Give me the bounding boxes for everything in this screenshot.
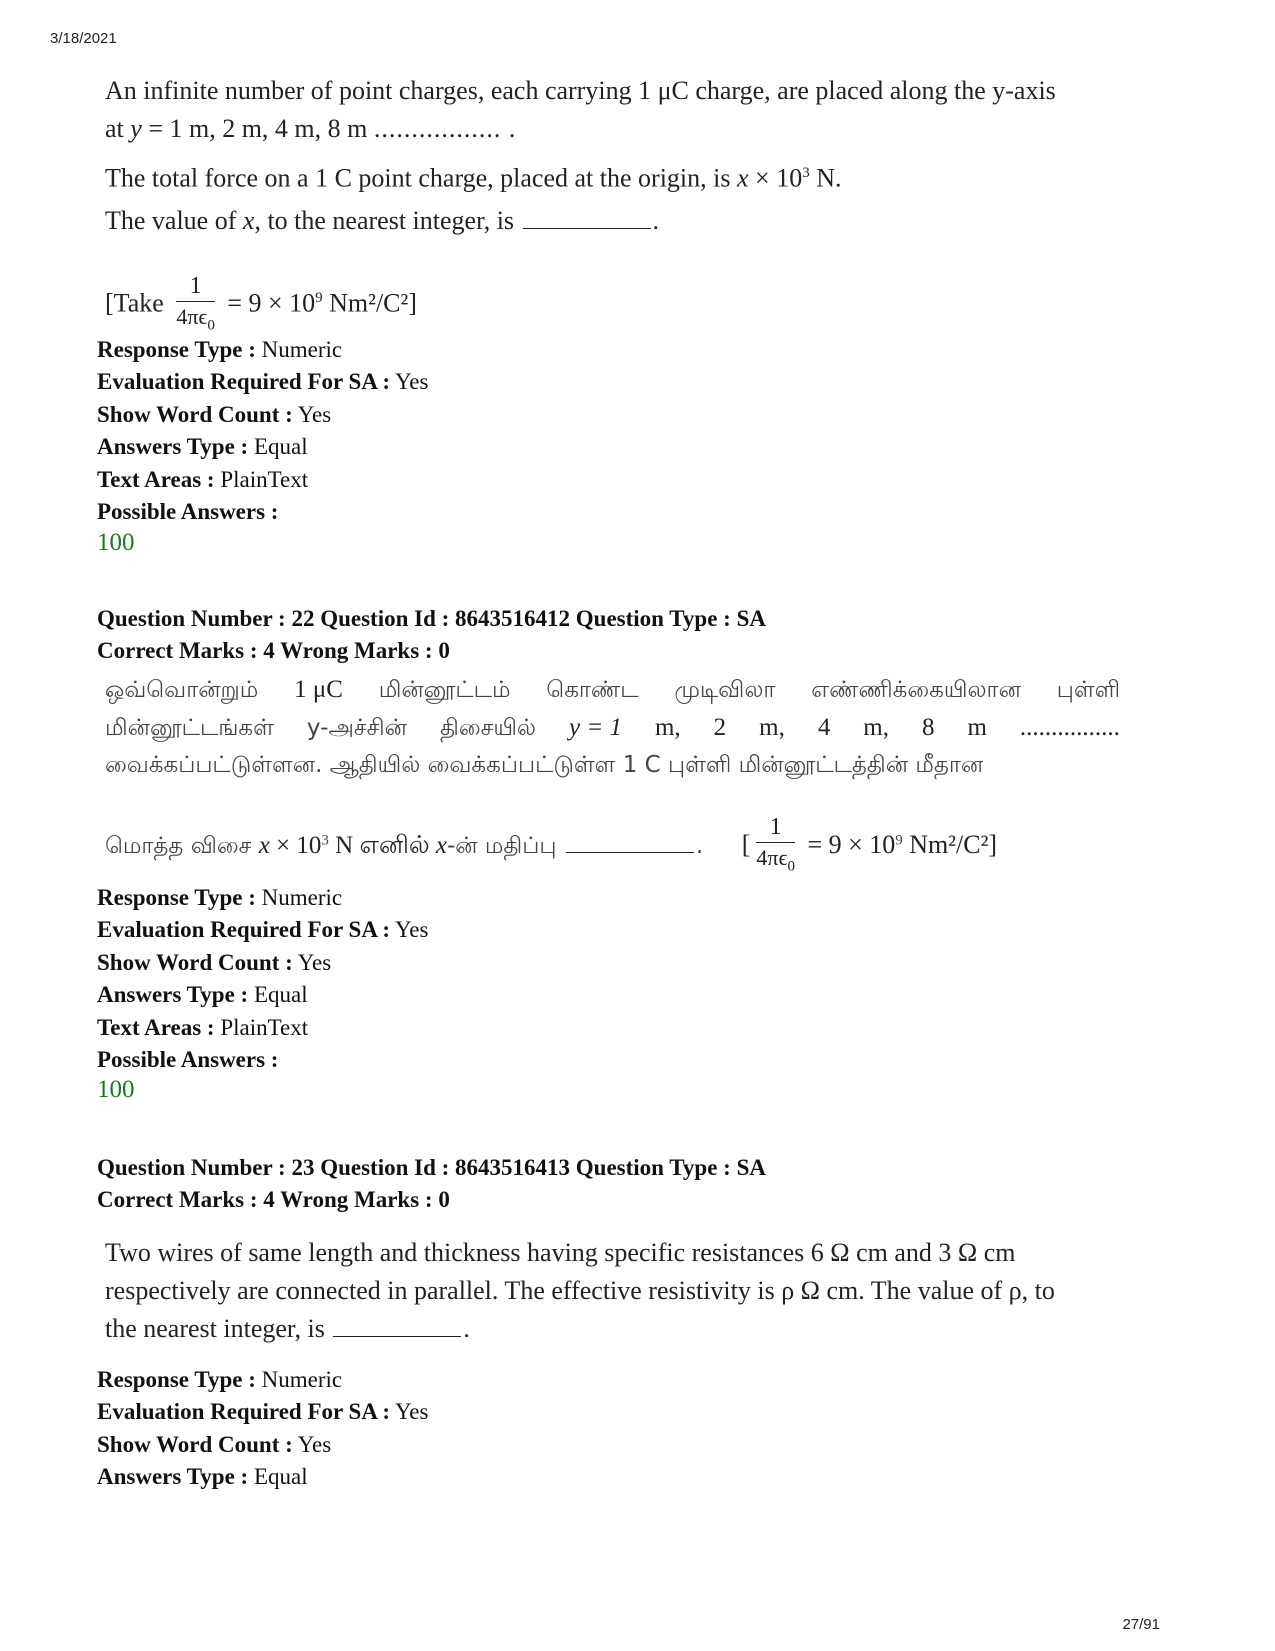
answer-blank bbox=[566, 832, 694, 853]
q22-question-text bbox=[105, 676, 1175, 881]
q21-line-4-text: The value of bbox=[105, 205, 243, 235]
coulomb-constant-fraction: $\frac{1}{4\pi\epsilon_0}$ bbox=[756, 814, 795, 875]
evaluation-required-row: Evaluation Required For SA : Yes bbox=[97, 917, 429, 943]
response-type-row: Response Type : Numeric bbox=[97, 885, 343, 910]
response-type-row: Response Type : Numeric bbox=[97, 337, 343, 362]
q21-var-y: y bbox=[130, 114, 142, 143]
q21-constant-note bbox=[105, 271, 1175, 340]
q21-line-3-exponent: 3 bbox=[802, 165, 810, 181]
show-word-count-row: Show Word Count : Yes bbox=[97, 1431, 332, 1457]
answer-blank bbox=[333, 1316, 461, 1337]
text-areas-row: Text Areas : PlainText bbox=[97, 1014, 309, 1040]
q21-metadata bbox=[97, 334, 428, 528]
possible-answers-row: Possible Answers : bbox=[97, 1047, 279, 1073]
q21-line-4-end: . bbox=[652, 205, 660, 235]
answers-type-row: Answers Type : Equal bbox=[97, 1464, 308, 1490]
q21-line-3-unit: N. bbox=[809, 163, 842, 193]
q21-question-text bbox=[105, 72, 1175, 340]
q21-take-exponent: 9 bbox=[315, 289, 323, 306]
q22-line-4: மொத்த விசை $x \times 10^3$ N எனில் x-ன் மதிப்பு . [ $\frac{1}{4\pi\epsilon_0}$ = $9 \times 10^9$ Nm²/C²] bbox=[105, 812, 1175, 881]
q21-line-4-rest: , to the nearest integer, is bbox=[254, 205, 521, 235]
q23-metadata bbox=[97, 1364, 428, 1494]
fraction-denominator: $4\pi\epsilon_0$ bbox=[176, 303, 215, 334]
response-type-row: Response Type : Numeric bbox=[97, 1367, 343, 1392]
q23-marks-info: Correct Marks : 4 Wrong Marks : 0 bbox=[97, 1187, 450, 1213]
q22-line-1: ஒவ்வொன்றும் 1 μC மின்னூட்டம் கொண்ட முடிவிலா எண்ணிக்கையிலான புள்ளி bbox=[105, 676, 1120, 703]
q22-possible-answer: 100 bbox=[97, 1076, 135, 1103]
q21-line-2-dots: ................. . bbox=[373, 114, 517, 143]
q21-line-3 bbox=[105, 151, 1175, 201]
q21-take-unit: Nm²/C²] bbox=[322, 288, 417, 318]
fraction-numerator: 1 bbox=[176, 271, 215, 302]
q22-line-2: மின்னூட்டங்கள் y-அச்சின் திசையில் y = 1 m, 2 m, 4 m, 8 m ................ bbox=[105, 714, 1120, 741]
q21-var-x: x bbox=[737, 163, 749, 193]
possible-answers-row: Possible Answers : bbox=[97, 499, 279, 525]
evaluation-required-row: Evaluation Required For SA : Yes bbox=[97, 369, 429, 395]
q23-line-2: respectively are connected in parallel. The effective resistivity is ρ Ω cm. The value of ρ, to bbox=[105, 1276, 1055, 1305]
q21-take-label: [Take bbox=[105, 288, 171, 318]
show-word-count-row: Show Word Count : Yes bbox=[97, 949, 332, 975]
q23-question-info: Question Number : 23 Question Id : 8643516413 Question Type : SA bbox=[97, 1155, 766, 1180]
q21-line-3-times: × 10 bbox=[748, 163, 803, 193]
q21-possible-answer: 100 bbox=[97, 529, 135, 556]
answers-type-row: Answers Type : Equal bbox=[97, 434, 308, 460]
q23-question-text bbox=[105, 1234, 1175, 1348]
q21-line-4-var-x: x bbox=[242, 205, 255, 235]
answer-blank bbox=[523, 208, 651, 229]
q21-line-4 bbox=[105, 201, 1175, 241]
page-number: 27/91 bbox=[1122, 1616, 1160, 1633]
print-date: 3/18/2021 bbox=[50, 30, 117, 47]
q23-line-1: Two wires of same length and thickness having specific resistances 6 Ω cm and 3 Ω cm bbox=[105, 1238, 1016, 1267]
q21-take-rhs: = 9 × 10 bbox=[220, 288, 316, 318]
q21-line-2-prefix: at bbox=[105, 114, 131, 143]
q22-line-3: வைக்கப்பட்டுள்ளன. ஆதியில் வைக்கப்பட்டுள்ள 1 C புள்ளி மின்னூட்டத்தின் மீதான bbox=[105, 752, 984, 778]
q22-metadata bbox=[97, 882, 428, 1076]
q21-line-2 bbox=[105, 110, 1175, 148]
evaluation-required-row: Evaluation Required For SA : Yes bbox=[97, 1399, 429, 1425]
q23-line-3: the nearest integer, is . bbox=[105, 1314, 470, 1343]
q22-marks-info: Correct Marks : 4 Wrong Marks : 0 bbox=[97, 638, 450, 664]
answers-type-row: Answers Type : Equal bbox=[97, 982, 308, 1008]
q21-line-2-values: = 1 m, 2 m, 4 m, 8 m bbox=[141, 114, 374, 143]
q22-header bbox=[97, 603, 766, 668]
show-word-count-row: Show Word Count : Yes bbox=[97, 401, 332, 427]
coulomb-constant-fraction bbox=[176, 271, 215, 340]
q23-header bbox=[97, 1152, 766, 1217]
text-areas-row: Text Areas : PlainText bbox=[97, 466, 309, 492]
q22-question-info: Question Number : 22 Question Id : 8643516412 Question Type : SA bbox=[97, 606, 766, 631]
q21-line-1: An infinite number of point charges, each carrying 1 μC charge, are placed along the y-axis bbox=[105, 76, 1056, 105]
q21-line-3-text: The total force on a 1 C point charge, placed at the origin, is bbox=[105, 163, 737, 193]
